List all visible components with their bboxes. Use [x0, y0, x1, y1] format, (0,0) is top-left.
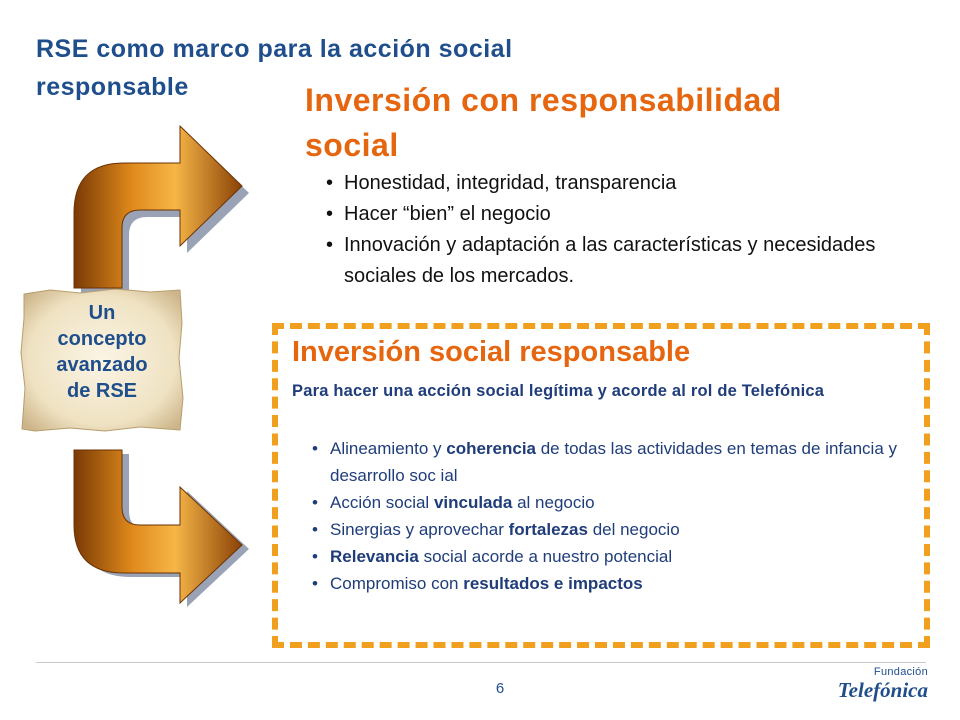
slide-title-line1: RSE como marco para la acción social	[36, 35, 513, 63]
concept-line: avanzado	[56, 354, 148, 376]
section1-heading	[305, 78, 905, 168]
page-number: 6	[495, 680, 505, 697]
bullet-emphasis: coherencia	[446, 439, 536, 458]
slide-title-line2: responsable	[36, 73, 189, 101]
section2-subheading: Para hacer una acción social legítima y acorde al rol de Telefónica	[292, 382, 825, 400]
section1-bullet: • Hacer “bien” el negocio	[326, 199, 926, 230]
bullet-text: del negocio	[587, 520, 680, 539]
concept-box-text	[20, 300, 184, 404]
concept-line: de RSE	[66, 380, 138, 402]
section2-bullet	[312, 516, 922, 543]
bullet-emphasis: fortalezas	[508, 520, 588, 539]
bullet-emphasis: Relevancia	[330, 547, 419, 566]
section2-bullet	[312, 435, 922, 489]
footer-divider	[36, 662, 926, 663]
curved-arrow-up-right-icon	[52, 118, 252, 293]
bullet-text: al negocio	[512, 493, 595, 512]
section2-bullet-list	[312, 435, 922, 597]
bullet-text: Acción social	[330, 493, 434, 512]
section2-bullet	[312, 570, 922, 597]
logo-top-text: Fundación	[873, 666, 928, 678]
section1-heading-line1: Inversión con responsabilidad	[305, 82, 782, 118]
section2-bullet	[312, 489, 922, 516]
concept-line: concepto	[57, 328, 147, 350]
bullet-emphasis: vinculada	[433, 493, 513, 512]
curved-arrow-down-right-icon	[52, 445, 252, 610]
section1-bullet-list	[326, 168, 926, 292]
section1-heading-line2: social	[305, 127, 399, 163]
bullet-text: Compromiso con	[330, 574, 464, 593]
logo-main-text: Telefónica	[837, 678, 928, 702]
bullet-emphasis: resultados e impactos	[463, 574, 643, 593]
bullet-text: de todas las actividades en temas de infancia y desarrollo soc ial	[330, 439, 897, 485]
bullet-text: social acorde a nuestro potencial	[418, 547, 673, 566]
bullet-text: Alineamiento y	[330, 439, 447, 458]
section1-bullet: • Innovación y adaptación a las características y necesidades sociales de los mercados.	[326, 230, 926, 292]
concept-line: Un	[88, 302, 116, 324]
section2-heading: Inversión social responsable	[292, 336, 691, 368]
section2-bullet	[312, 543, 922, 570]
bullet-text: Sinergias y aprovechar	[330, 520, 509, 539]
section1-bullet: • Honestidad, integridad, transparencia	[326, 168, 926, 199]
fundacion-telefonica-logo	[837, 662, 928, 712]
